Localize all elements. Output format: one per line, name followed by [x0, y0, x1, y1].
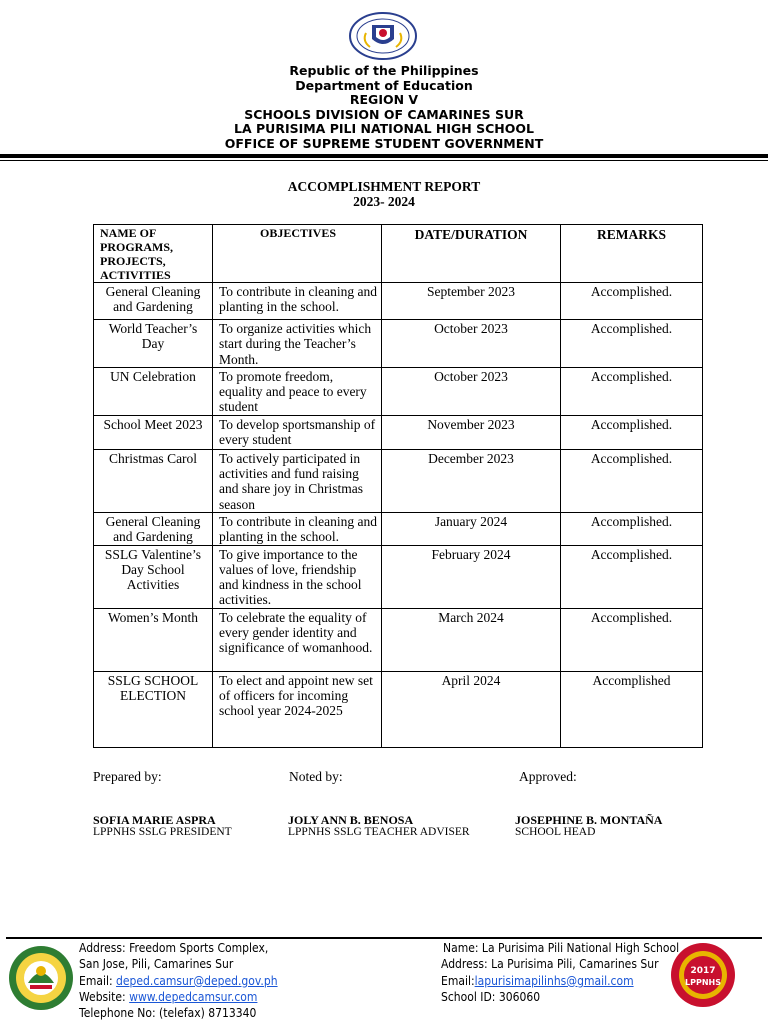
activity-date: April 2024	[382, 671, 561, 747]
activity-remarks: Accomplished.	[561, 449, 703, 512]
table-row	[94, 283, 703, 320]
header-republic: Republic of the Philippines	[289, 63, 479, 78]
column-header-date: DATE/DURATION	[382, 225, 561, 283]
footer-divider	[6, 937, 762, 939]
activity-date: November 2023	[382, 415, 561, 449]
header-divider	[0, 154, 768, 158]
activity-objective: To promote freedom, equality and peace to every student	[213, 367, 382, 415]
deped-seal-logo	[348, 11, 418, 61]
activity-name: School Meet 2023	[94, 415, 213, 449]
activity-date: January 2024	[382, 512, 561, 545]
report-year: 2023- 2024	[353, 194, 415, 209]
school-logo-year: 2017	[690, 966, 716, 976]
activity-date: December 2023	[382, 449, 561, 512]
deped-website-link[interactable]: www.depedcamsur.com	[129, 989, 258, 1004]
activity-objective: To organize activities which start during the Teacher’s Month.	[213, 320, 382, 368]
deped-email-link[interactable]: deped.camsur@deped.gov.ph	[116, 973, 278, 988]
footer-email-label: Email:	[79, 973, 117, 988]
activity-objective: To actively participated in activities and fund raising and share joy in Christmas season	[213, 449, 382, 512]
report-title: ACCOMPLISHMENT REPORT	[287, 179, 481, 194]
activity-objective: To give importance to the values of love, friendship and kindness in the school activities.	[213, 545, 382, 608]
activity-objective: To contribute in cleaning and planting in the school.	[213, 283, 382, 320]
noted-by-role: LPPNHS SSLG TEACHER ADVISER	[288, 826, 470, 838]
table-row	[94, 608, 703, 671]
activity-objective: To celebrate the equality of every gender identity and significance of womanhood.	[213, 608, 382, 671]
prepared-by-role: LPPNHS SSLG PRESIDENT	[93, 826, 232, 838]
table-row	[94, 545, 703, 608]
activity-name: General Cleaning and Gardening	[94, 512, 213, 545]
noted-by-label: Noted by:	[289, 769, 343, 784]
table-row	[94, 320, 703, 368]
activity-name: SSLG Valentine’s Day School Activities	[94, 545, 213, 608]
prepared-by-label: Prepared by:	[93, 769, 162, 784]
footer-school-email-line	[441, 973, 634, 989]
activity-remarks: Accomplished.	[561, 415, 703, 449]
footer-school-address: Address: La Purisima Pili, Camarines Sur	[441, 957, 659, 972]
activity-remarks: Accomplished.	[561, 367, 703, 415]
activity-date: October 2023	[382, 320, 561, 368]
school-logo-initials: LPPNHS	[685, 978, 721, 987]
activity-name: Christmas Carol	[94, 449, 213, 512]
activity-name: UN Celebration	[94, 367, 213, 415]
footer-email-line	[79, 973, 278, 989]
activity-name: Women’s Month	[94, 608, 213, 671]
activity-date: September 2023	[382, 283, 561, 320]
activity-name: World Teacher’s Day	[94, 320, 213, 368]
footer-school-name: Name: La Purisima Pili National High School	[443, 941, 680, 955]
footer-address-line1: Address: Freedom Sports Complex,	[79, 941, 269, 955]
noted-by-name: JOLY ANN B. BENOSA	[288, 813, 414, 827]
approved-label: Approved:	[519, 769, 577, 784]
column-header-name: NAME OF PROGRAMS, PROJECTS, ACTIVITIES	[94, 225, 213, 283]
activity-remarks: Accomplished	[561, 671, 703, 747]
activity-name: SSLG SCHOOL ELECTION	[94, 671, 213, 747]
footer-address-line2: San Jose, Pili, Camarines Sur	[79, 957, 234, 972]
school-logo	[670, 942, 736, 1008]
column-header-remarks: REMARKS	[561, 225, 703, 283]
activity-date: February 2024	[382, 545, 561, 608]
activity-remarks: Accomplished.	[561, 512, 703, 545]
table-row	[94, 449, 703, 512]
table-header-row	[94, 225, 703, 283]
table-row	[94, 512, 703, 545]
activity-remarks: Accomplished.	[561, 320, 703, 368]
school-email-link[interactable]: lapurisimapilinhs@gmail.com	[474, 973, 634, 988]
accomplishment-table	[93, 224, 703, 748]
footer-telephone: Telephone No: (telefax) 8713340	[79, 1006, 257, 1021]
header-department: Department of Education	[295, 77, 473, 93]
activity-date: October 2023	[382, 367, 561, 415]
activity-name: General Cleaning and Gardening	[94, 283, 213, 320]
activity-objective: To develop sportsmanship of every student	[213, 415, 382, 449]
table-row	[94, 367, 703, 415]
activity-remarks: Accomplished.	[561, 545, 703, 608]
prepared-by-name: SOFIA MARIE ASPRA	[93, 813, 216, 827]
activity-objective: To contribute in cleaning and planting in the school.	[213, 512, 382, 545]
header-divider-thin	[0, 160, 768, 161]
division-office-logo	[8, 945, 74, 1011]
footer-school-id: School ID: 306060	[441, 989, 541, 1004]
footer-website-label: Website:	[79, 989, 130, 1004]
activity-remarks: Accomplished.	[561, 283, 703, 320]
column-header-objectives: OBJECTIVES	[213, 225, 382, 283]
approved-name: JOSEPHINE B. MONTAÑA	[515, 813, 663, 827]
activity-date: March 2024	[382, 608, 561, 671]
header-school: LA PURISIMA PILI NATIONAL HIGH SCHOOL	[234, 121, 534, 136]
table-row	[94, 671, 703, 747]
approved-role: SCHOOL HEAD	[515, 826, 596, 838]
activity-remarks: Accomplished.	[561, 608, 703, 671]
header-division: SCHOOLS DIVISION OF CAMARINES SUR	[244, 106, 524, 122]
table-row	[94, 415, 703, 449]
footer-website-line	[79, 989, 257, 1005]
footer-school-email-label: Email:	[441, 973, 475, 988]
header-office: OFFICE OF SUPREME STUDENT GOVERNMENT	[224, 135, 544, 151]
header-region: REGION V	[349, 92, 419, 107]
activity-objective: To elect and appoint new set of officers for incoming school year 2024-2025	[213, 671, 382, 747]
